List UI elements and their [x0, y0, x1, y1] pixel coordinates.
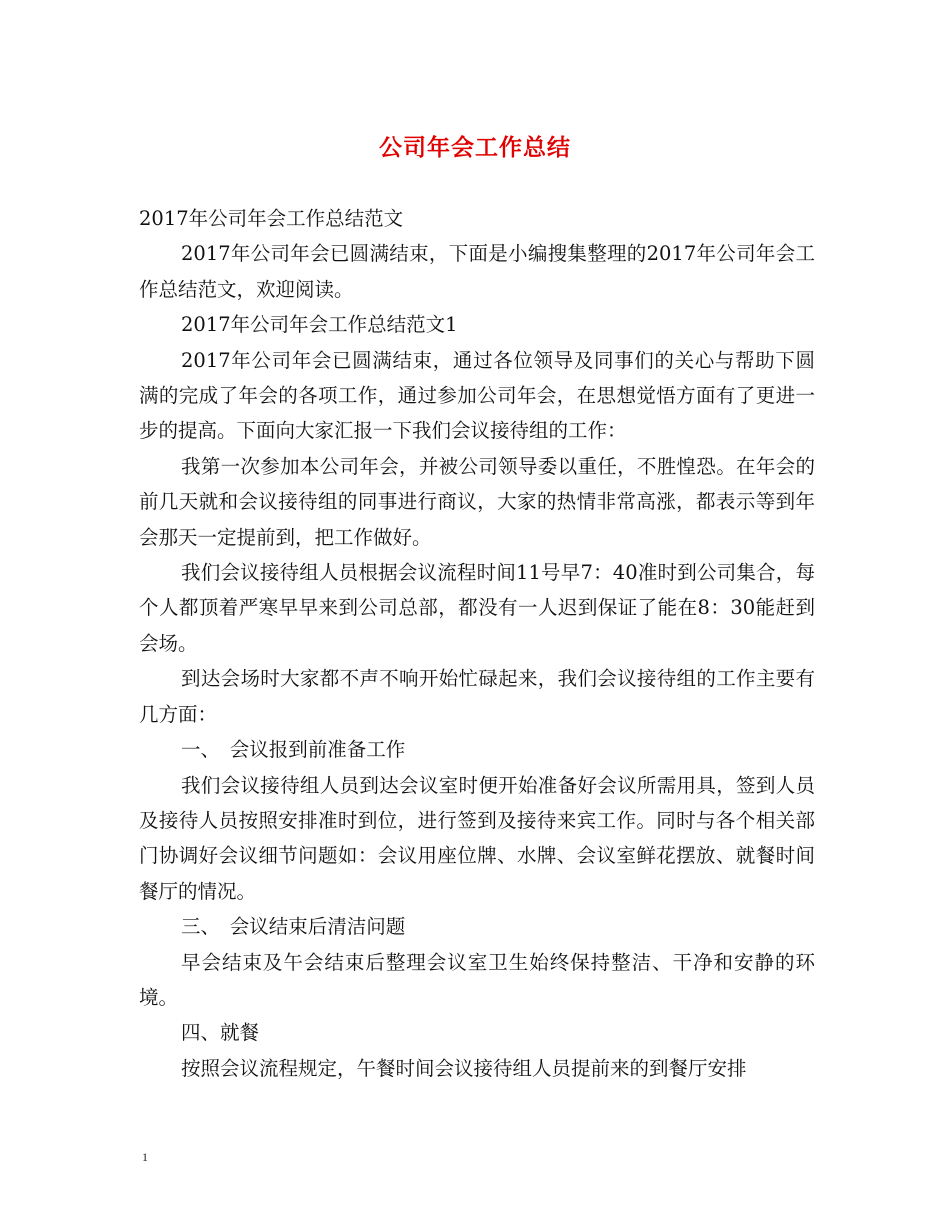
paragraph: 2017年公司年会已圆满结束，通过各位领导及同事们的关心与帮助下圆满的完成了年会的各项工作，通过参加公司年会，在思想觉悟方面有了更进一步的提高。下面向大家汇报一下我们会议接待组的工作：: [139, 348, 815, 443]
paragraph: 四、就餐: [181, 1021, 260, 1045]
paragraph: 2017年公司年会已圆满结束，下面是小编搜集整理的2017年公司年会工作总结范文，欢迎阅读。: [139, 242, 815, 301]
document-title: 公司年会工作总结: [379, 135, 571, 161]
paragraph: 按照会议流程规定，午餐时间会议接待组人员提前来的到餐厅安排: [181, 1056, 747, 1080]
document-body: [139, 201, 815, 1086]
page-number: 1: [142, 1150, 148, 1164]
paragraph: 一、 会议报到前准备工作: [181, 738, 406, 762]
paragraph: 到达会场时大家都不声不响开始忙碌起来，我们会议接待组的工作主要有几方面：: [139, 667, 815, 726]
paragraph: 三、 会议结束后清洁问题: [181, 915, 406, 939]
paragraph: 2017年公司年会工作总结范文: [139, 207, 404, 230]
paragraph: 我们会议接待组人员到达会议室时便开始准备好会议所需用具，签到人员及接待人员按照安排准时到位，进行签到及接待来宾工作。同时与各个相关部门协调好会议细节问题如：会议用座位牌、水牌、会议室鲜花摆放、就餐时间餐厅的情况。: [139, 773, 815, 903]
paragraph: 我第一次参加本公司年会，并被公司领导委以重任，不胜惶恐。在年会的前几天就和会议接待组的同事进行商议，大家的热情非常高涨，都表示等到年会那天一定提前到，把工作做好。: [139, 454, 815, 549]
paragraph: 2017年公司年会工作总结范文1: [181, 313, 458, 337]
paragraph: 我们会议接待组人员根据会议流程时间11号早7：40准时到公司集合，每个人都顶着严寒早早来到公司总部，都没有一人迟到保证了能在8：30能赶到会场。: [139, 561, 815, 655]
paragraph: 早会结束及午会结束后整理会议室卫生始终保持整洁、干净和安静的环境。: [139, 950, 815, 1009]
